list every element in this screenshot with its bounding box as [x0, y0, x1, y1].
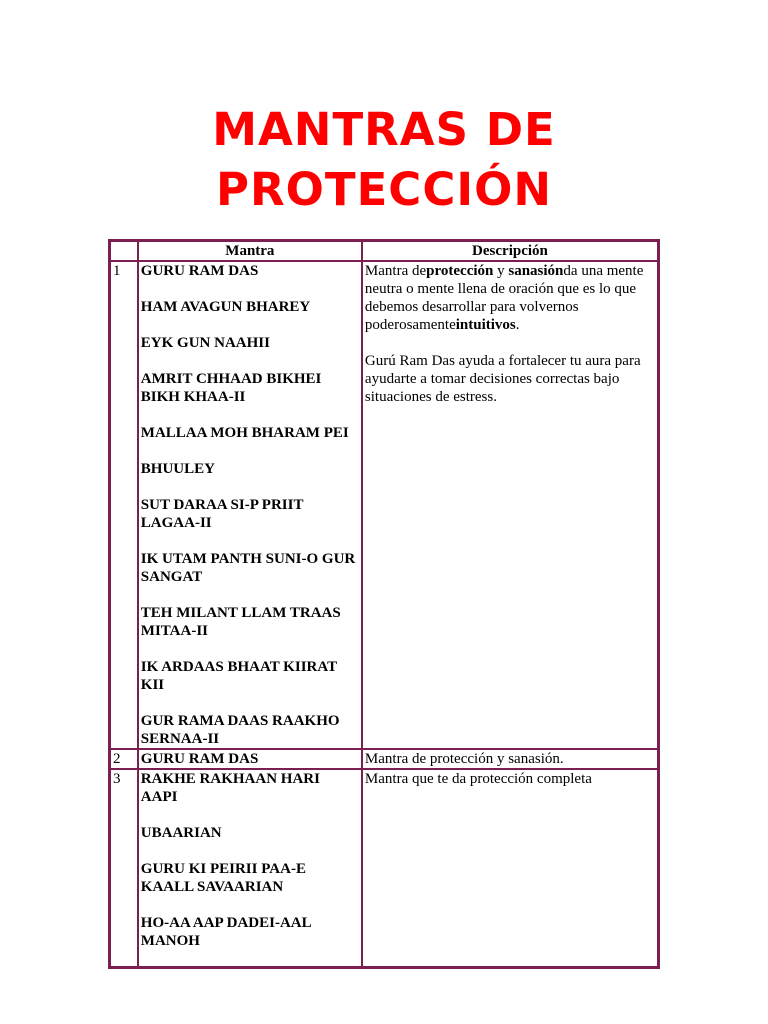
mantra-line: AMRIT CHHAAD BIKHEI BIKH KHAA-II [140, 371, 322, 405]
mantra-line: EYK GUN NAAHII [140, 335, 270, 351]
description-cell [362, 261, 658, 749]
description-text: da una mente neutra o mente llena de oración que es lo que debemos desarrollar para volvernos poderosamente [364, 263, 644, 333]
table-header-row [110, 241, 658, 261]
header-number [110, 241, 138, 261]
description-bold-text: sanasión [508, 263, 564, 279]
mantra-line: TEH MILANT LLAM TRAAS MITAA-II [140, 605, 341, 639]
table-row [110, 749, 658, 769]
description-paragraph: Gurú Ram Das ayuda a fortalecer tu aura para ayudarte a tomar decisiones correctas bajo situaciones de estress. [364, 353, 641, 405]
title-line-2: PROTECCIÓN [215, 163, 553, 216]
mantra-line: MALLAA MOH BHARAM PEI [140, 425, 349, 441]
title-line-1: MANTRAS DE [212, 103, 556, 156]
description-cell: Mantra que te da protección completa [362, 769, 658, 967]
mantra-cell [138, 749, 362, 769]
mantra-line: GUR RAMA DAAS RAAKHO SERNAA-II [140, 713, 340, 747]
mantra-line: IK UTAM PANTH SUNI-O GUR SANGAT [140, 551, 356, 585]
mantra-line: GURU RAM DAS [140, 751, 259, 767]
mantra-line: HAM AVAGUN BHAREY [140, 299, 311, 315]
description-bold-text: protección [426, 263, 494, 279]
mantra-line: BHUULEY [140, 461, 215, 477]
header-description: Descripción [362, 241, 658, 261]
mantra-line: SUT DARAA SI-P PRIIT LAGAA-II [140, 497, 304, 531]
description-paragraph [365, 262, 655, 334]
description-text: y [493, 263, 509, 279]
table-row [110, 769, 658, 967]
row-number: 3 [110, 769, 138, 967]
mantras-table [108, 239, 660, 969]
mantra-line: GURU RAM DAS [140, 263, 259, 279]
table-row [110, 261, 658, 749]
description-cell: Mantra de protección y sanasión. [362, 749, 658, 769]
document-title [0, 100, 768, 220]
description-text: . [515, 317, 520, 333]
mantra-line: RAKHE RAKHAAN HARI AAPI [140, 771, 320, 805]
row-number: 2 [110, 749, 138, 769]
mantra-cell [138, 769, 362, 967]
mantra-line: UBAARIAN [140, 825, 222, 841]
description-bold-text: intuitivos [455, 317, 516, 333]
row-number: 1 [110, 261, 138, 749]
description-text: Mantra de [364, 263, 427, 279]
mantra-line: HO-AA AAP DADEI-AAL MANOH [140, 915, 311, 949]
mantra-cell [138, 261, 362, 749]
mantra-line: GURU KI PEIRII PAA-E KAALL SAVAARIAN [140, 861, 306, 895]
header-mantra: Mantra [138, 241, 362, 261]
mantra-line: IK ARDAAS BHAAT KIIRAT KII [140, 659, 337, 693]
